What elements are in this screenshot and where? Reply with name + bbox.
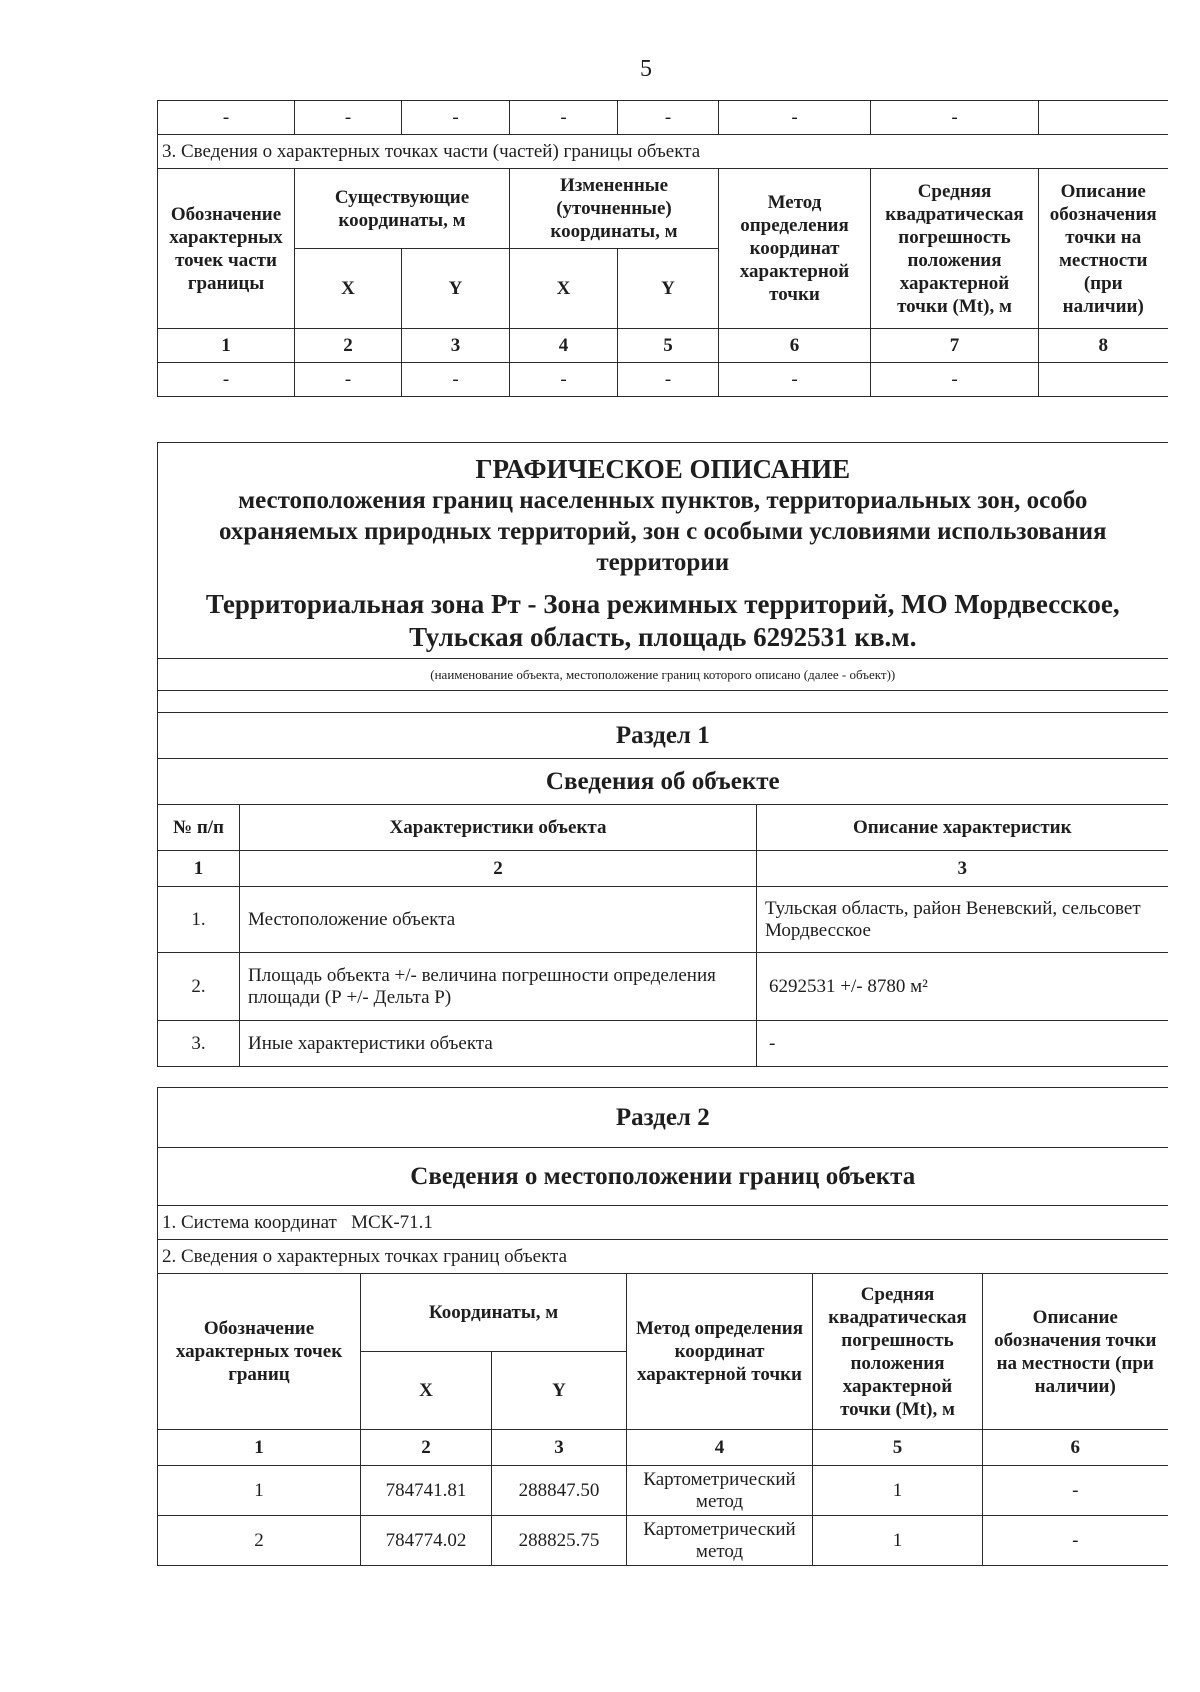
point-error: 1 bbox=[813, 1466, 983, 1516]
table-row bbox=[158, 1466, 1168, 1516]
point-x: 784774.02 bbox=[361, 1516, 492, 1566]
header-description: Описание обозначения точки на местности (при наличии) bbox=[1039, 169, 1168, 329]
header-description: Описание обозначения точки на местности (при наличии) bbox=[983, 1274, 1168, 1430]
point-number: 1 bbox=[158, 1466, 361, 1516]
graphic-title: ГРАФИЧЕСКОЕ ОПИСАНИЕ bbox=[475, 454, 851, 484]
cell: - bbox=[402, 101, 510, 135]
part-points-table bbox=[157, 100, 1167, 397]
row-description: - bbox=[757, 1021, 1168, 1067]
object-name: Территориальная зона Рт - Зона режимных территорий, МО Мордвесское, Тульская область, площадь 6292531 кв.м. bbox=[205, 589, 1120, 652]
object-name-caption: (наименование объекта, местоположение границ которого описано (далее - объект)) bbox=[158, 659, 1168, 691]
header-coordinates: Координаты, м bbox=[361, 1274, 627, 1352]
header-y: Y bbox=[618, 249, 719, 329]
header-characteristics: Характеристики объекта bbox=[240, 805, 757, 851]
column-number: 1 bbox=[158, 851, 240, 887]
point-number: 2 bbox=[158, 1516, 361, 1566]
cell bbox=[1039, 101, 1168, 135]
cell: - bbox=[510, 101, 618, 135]
point-y: 288847.50 bbox=[492, 1466, 627, 1516]
section3-title: 3. Сведения о характерных точках части (частей) границы объекта bbox=[158, 135, 1168, 169]
column-number: 5 bbox=[618, 329, 719, 363]
cell: - bbox=[719, 101, 871, 135]
cell: - bbox=[158, 101, 295, 135]
row-number: 1. bbox=[158, 887, 240, 953]
spacer-row bbox=[158, 691, 1168, 713]
point-y: 288825.75 bbox=[492, 1516, 627, 1566]
graphic-description-block bbox=[157, 442, 1167, 1067]
point-x: 784741.81 bbox=[361, 1466, 492, 1516]
section2-block bbox=[157, 1087, 1167, 1566]
column-number: 6 bbox=[719, 329, 871, 363]
point-error: 1 bbox=[813, 1516, 983, 1566]
column-number: 3 bbox=[402, 329, 510, 363]
header-y: Y bbox=[402, 249, 510, 329]
row-number: 3. bbox=[158, 1021, 240, 1067]
dash-row bbox=[158, 363, 1168, 397]
table-row bbox=[158, 1516, 1168, 1566]
row-description: Тульская область, район Веневский, сельсовет Мордвесское bbox=[757, 887, 1168, 953]
header-x: X bbox=[361, 1352, 492, 1430]
page-number: 5 bbox=[640, 56, 652, 82]
header-characteristics-description: Описание характеристик bbox=[757, 805, 1168, 851]
header-number: № п/п bbox=[158, 805, 240, 851]
header-y: Y bbox=[492, 1352, 627, 1430]
column-number: 7 bbox=[871, 329, 1039, 363]
row-characteristic: Иные характеристики объекта bbox=[240, 1021, 757, 1067]
cell: - bbox=[618, 101, 719, 135]
table-row bbox=[158, 1021, 1168, 1067]
cell bbox=[1039, 363, 1168, 397]
column-number: 8 bbox=[1039, 329, 1168, 363]
point-description: - bbox=[983, 1516, 1168, 1566]
header-x: X bbox=[510, 249, 618, 329]
cell: - bbox=[510, 363, 618, 397]
cell: - bbox=[402, 363, 510, 397]
column-numbers-row bbox=[158, 1430, 1168, 1466]
section1-subtitle: Сведения об объекте bbox=[158, 759, 1168, 805]
column-number: 2 bbox=[295, 329, 402, 363]
section2-subtitle: Сведения о местоположении границ объекта bbox=[158, 1148, 1168, 1206]
header-error: Средняя квадратическая погрешность положения характерной точки (Mt), м bbox=[871, 169, 1039, 329]
cell: - bbox=[871, 101, 1039, 135]
column-number: 2 bbox=[240, 851, 757, 887]
header-method: Метод определения координат характерной точки bbox=[627, 1274, 813, 1430]
column-numbers-row bbox=[158, 329, 1168, 363]
graphic-subtitle: местоположения границ населенных пунктов, территориальных зон, особо охраняемых природных территорий, зон с особыми условиями использования территории bbox=[218, 487, 1107, 576]
column-number: 1 bbox=[158, 329, 295, 363]
cell: - bbox=[719, 363, 871, 397]
graphic-header-cell bbox=[158, 443, 1168, 659]
header-method: Метод определения координат характерной точки bbox=[719, 169, 871, 329]
column-number: 5 bbox=[813, 1430, 983, 1466]
cell: - bbox=[295, 363, 402, 397]
point-method: Картометрический метод bbox=[627, 1466, 813, 1516]
points-title: 2. Сведения о характерных точках границ объекта bbox=[158, 1240, 1168, 1274]
cell: - bbox=[618, 363, 719, 397]
dash-row bbox=[158, 101, 1168, 135]
header-designation: Обозначение характерных точек границ bbox=[158, 1274, 361, 1430]
row-description: 6292531 +/- 8780 м² bbox=[757, 953, 1168, 1021]
row-characteristic: Площадь объекта +/- величина погрешности определения площади (Р +/- Дельта Р) bbox=[240, 953, 757, 1021]
row-characteristic: Местоположение объекта bbox=[240, 887, 757, 953]
column-numbers-row bbox=[158, 851, 1168, 887]
column-number: 6 bbox=[983, 1430, 1168, 1466]
row-number: 2. bbox=[158, 953, 240, 1021]
coordinate-system: 1. Система координат МСК-71.1 bbox=[158, 1206, 1168, 1240]
header-changed-coords: Измененные (уточненные) координаты, м bbox=[510, 169, 719, 249]
header-existing-coords: Существующие координаты, м bbox=[295, 169, 510, 249]
table-row bbox=[158, 887, 1168, 953]
section2-title: Раздел 2 bbox=[158, 1088, 1168, 1148]
header-designation: Обозначение характерных точек части границы bbox=[158, 169, 295, 329]
point-description: - bbox=[983, 1466, 1168, 1516]
cell: - bbox=[158, 363, 295, 397]
section1-title: Раздел 1 bbox=[158, 713, 1168, 759]
column-number: 4 bbox=[510, 329, 618, 363]
column-number: 1 bbox=[158, 1430, 361, 1466]
column-number: 3 bbox=[757, 851, 1168, 887]
point-method: Картометрический метод bbox=[627, 1516, 813, 1566]
column-number: 2 bbox=[361, 1430, 492, 1466]
cell: - bbox=[295, 101, 402, 135]
column-number: 3 bbox=[492, 1430, 627, 1466]
header-error: Средняя квадратическая погрешность положения характерной точки (Mt), м bbox=[813, 1274, 983, 1430]
cell: - bbox=[871, 363, 1039, 397]
table-row bbox=[158, 953, 1168, 1021]
header-x: X bbox=[295, 249, 402, 329]
column-number: 4 bbox=[627, 1430, 813, 1466]
